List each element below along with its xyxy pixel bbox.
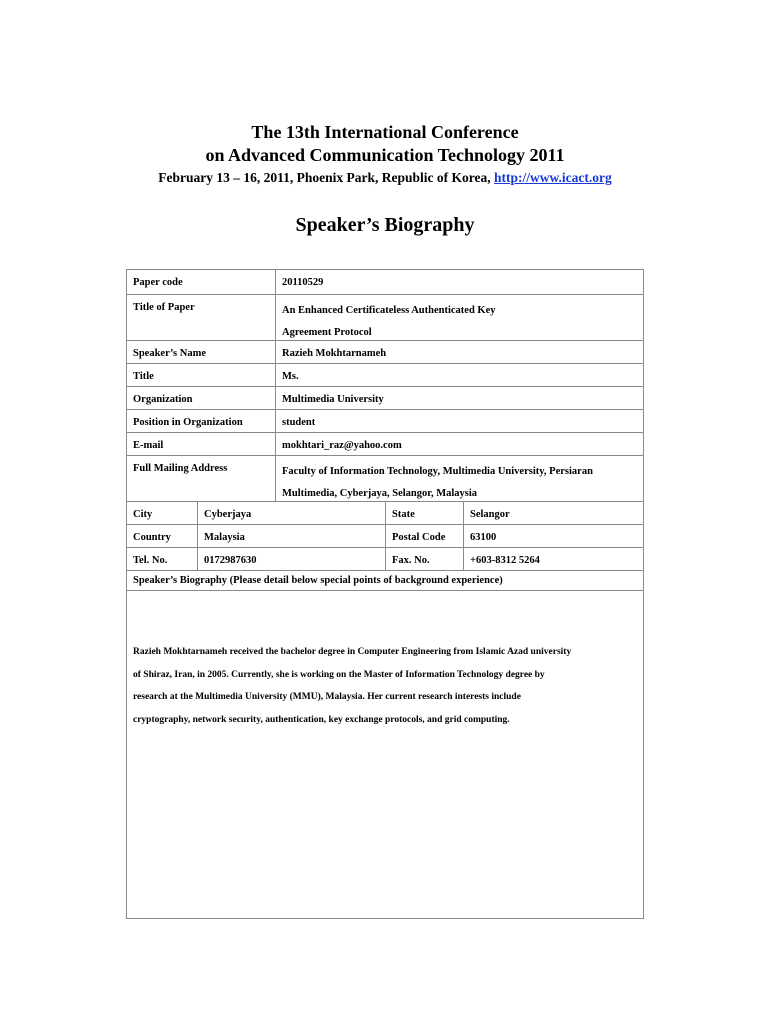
value-speaker-name: Razieh Mokhtarnameh [275,341,643,363]
label-paper-code: Paper code [133,277,183,288]
biography-line: Razieh Mokhtarnameh received the bachelor degree in Computer Engineering from Islamic Azad university [133,647,572,657]
conference-dates-location: February 13 – 16, 2011, Phoenix Park, Republic of Korea, [158,170,494,185]
label-title-of-paper: Title of Paper [133,302,195,313]
label-mailing-address: Full Mailing Address [133,463,228,474]
conference-url-link[interactable]: http://www.icact.org [494,170,612,185]
label-title: Title [133,371,154,382]
value-position: student [275,410,643,432]
value-mailing-address-line2: Multimedia, Cyberjaya, Selangor, Malaysia [282,488,478,499]
row-mailing-address [127,456,643,502]
value-tel: 0172987630 [197,548,385,570]
label-position: Position in Organization [133,417,243,428]
value-paper-code: 20110529 [275,270,643,294]
value-fax: +603-8312 5264 [463,548,643,570]
biography-line: research at the Multimedia University (MMU), Malaysia. Her current research interests include [133,692,521,702]
biography-heading: Speaker’s Biography (Please detail below special points of background experience) [133,575,503,586]
row-email [127,433,643,456]
row-title-of-paper [127,295,643,341]
value-mailing-address-line1: Faculty of Information Technology, Multimedia University, Persiaran [282,466,593,477]
row-position [127,410,643,433]
value-title-of-paper-line2: Agreement Protocol [282,327,372,338]
value-organization: Multimedia University [275,387,643,409]
row-speaker-name [127,341,643,364]
value-mailing-address [275,456,643,501]
row-biography-heading [127,571,643,591]
value-title: Ms. [275,364,643,386]
row-city-state [127,502,643,525]
biography-line: cryptography, network security, authentication, key exchange protocols, and grid computing. [133,714,510,725]
value-title-of-paper [275,295,643,340]
value-state: Selangor [463,502,643,524]
speaker-biography-form [126,269,644,919]
row-title [127,364,643,387]
row-tel-fax [127,548,643,571]
row-paper-code [127,270,643,295]
label-email: E-mail [133,440,164,451]
label-country: Country [133,532,171,543]
label-postal-code: Postal Code [385,525,463,547]
conference-info [0,168,770,188]
biography-line: of Shiraz, Iran, in 2005. Currently, she is working on the Master of Information Technology degree by [133,669,545,680]
conference-title-line2: on Advanced Communication Technology 2011 [205,145,565,165]
value-postal-code: 63100 [463,525,643,547]
label-city: City [133,509,153,520]
row-country-postal [127,525,643,548]
label-state: State [385,502,463,524]
label-organization: Organization [133,394,193,405]
conference-header [0,121,770,188]
value-country: Malaysia [197,525,385,547]
value-city: Cyberjaya [197,502,385,524]
value-email: mokhtari_raz@yahoo.com [275,433,643,455]
biography-text [133,641,638,731]
label-speaker-name: Speaker’s Name [133,348,206,359]
value-title-of-paper-line1: An Enhanced Certificateless Authenticated Key [282,305,496,316]
label-tel: Tel. No. [133,555,168,566]
conference-title-line1: The 13th International Conference [251,122,519,142]
label-fax: Fax. No. [385,548,463,570]
form-title: Speaker’s Biography [295,214,475,236]
row-organization [127,387,643,410]
